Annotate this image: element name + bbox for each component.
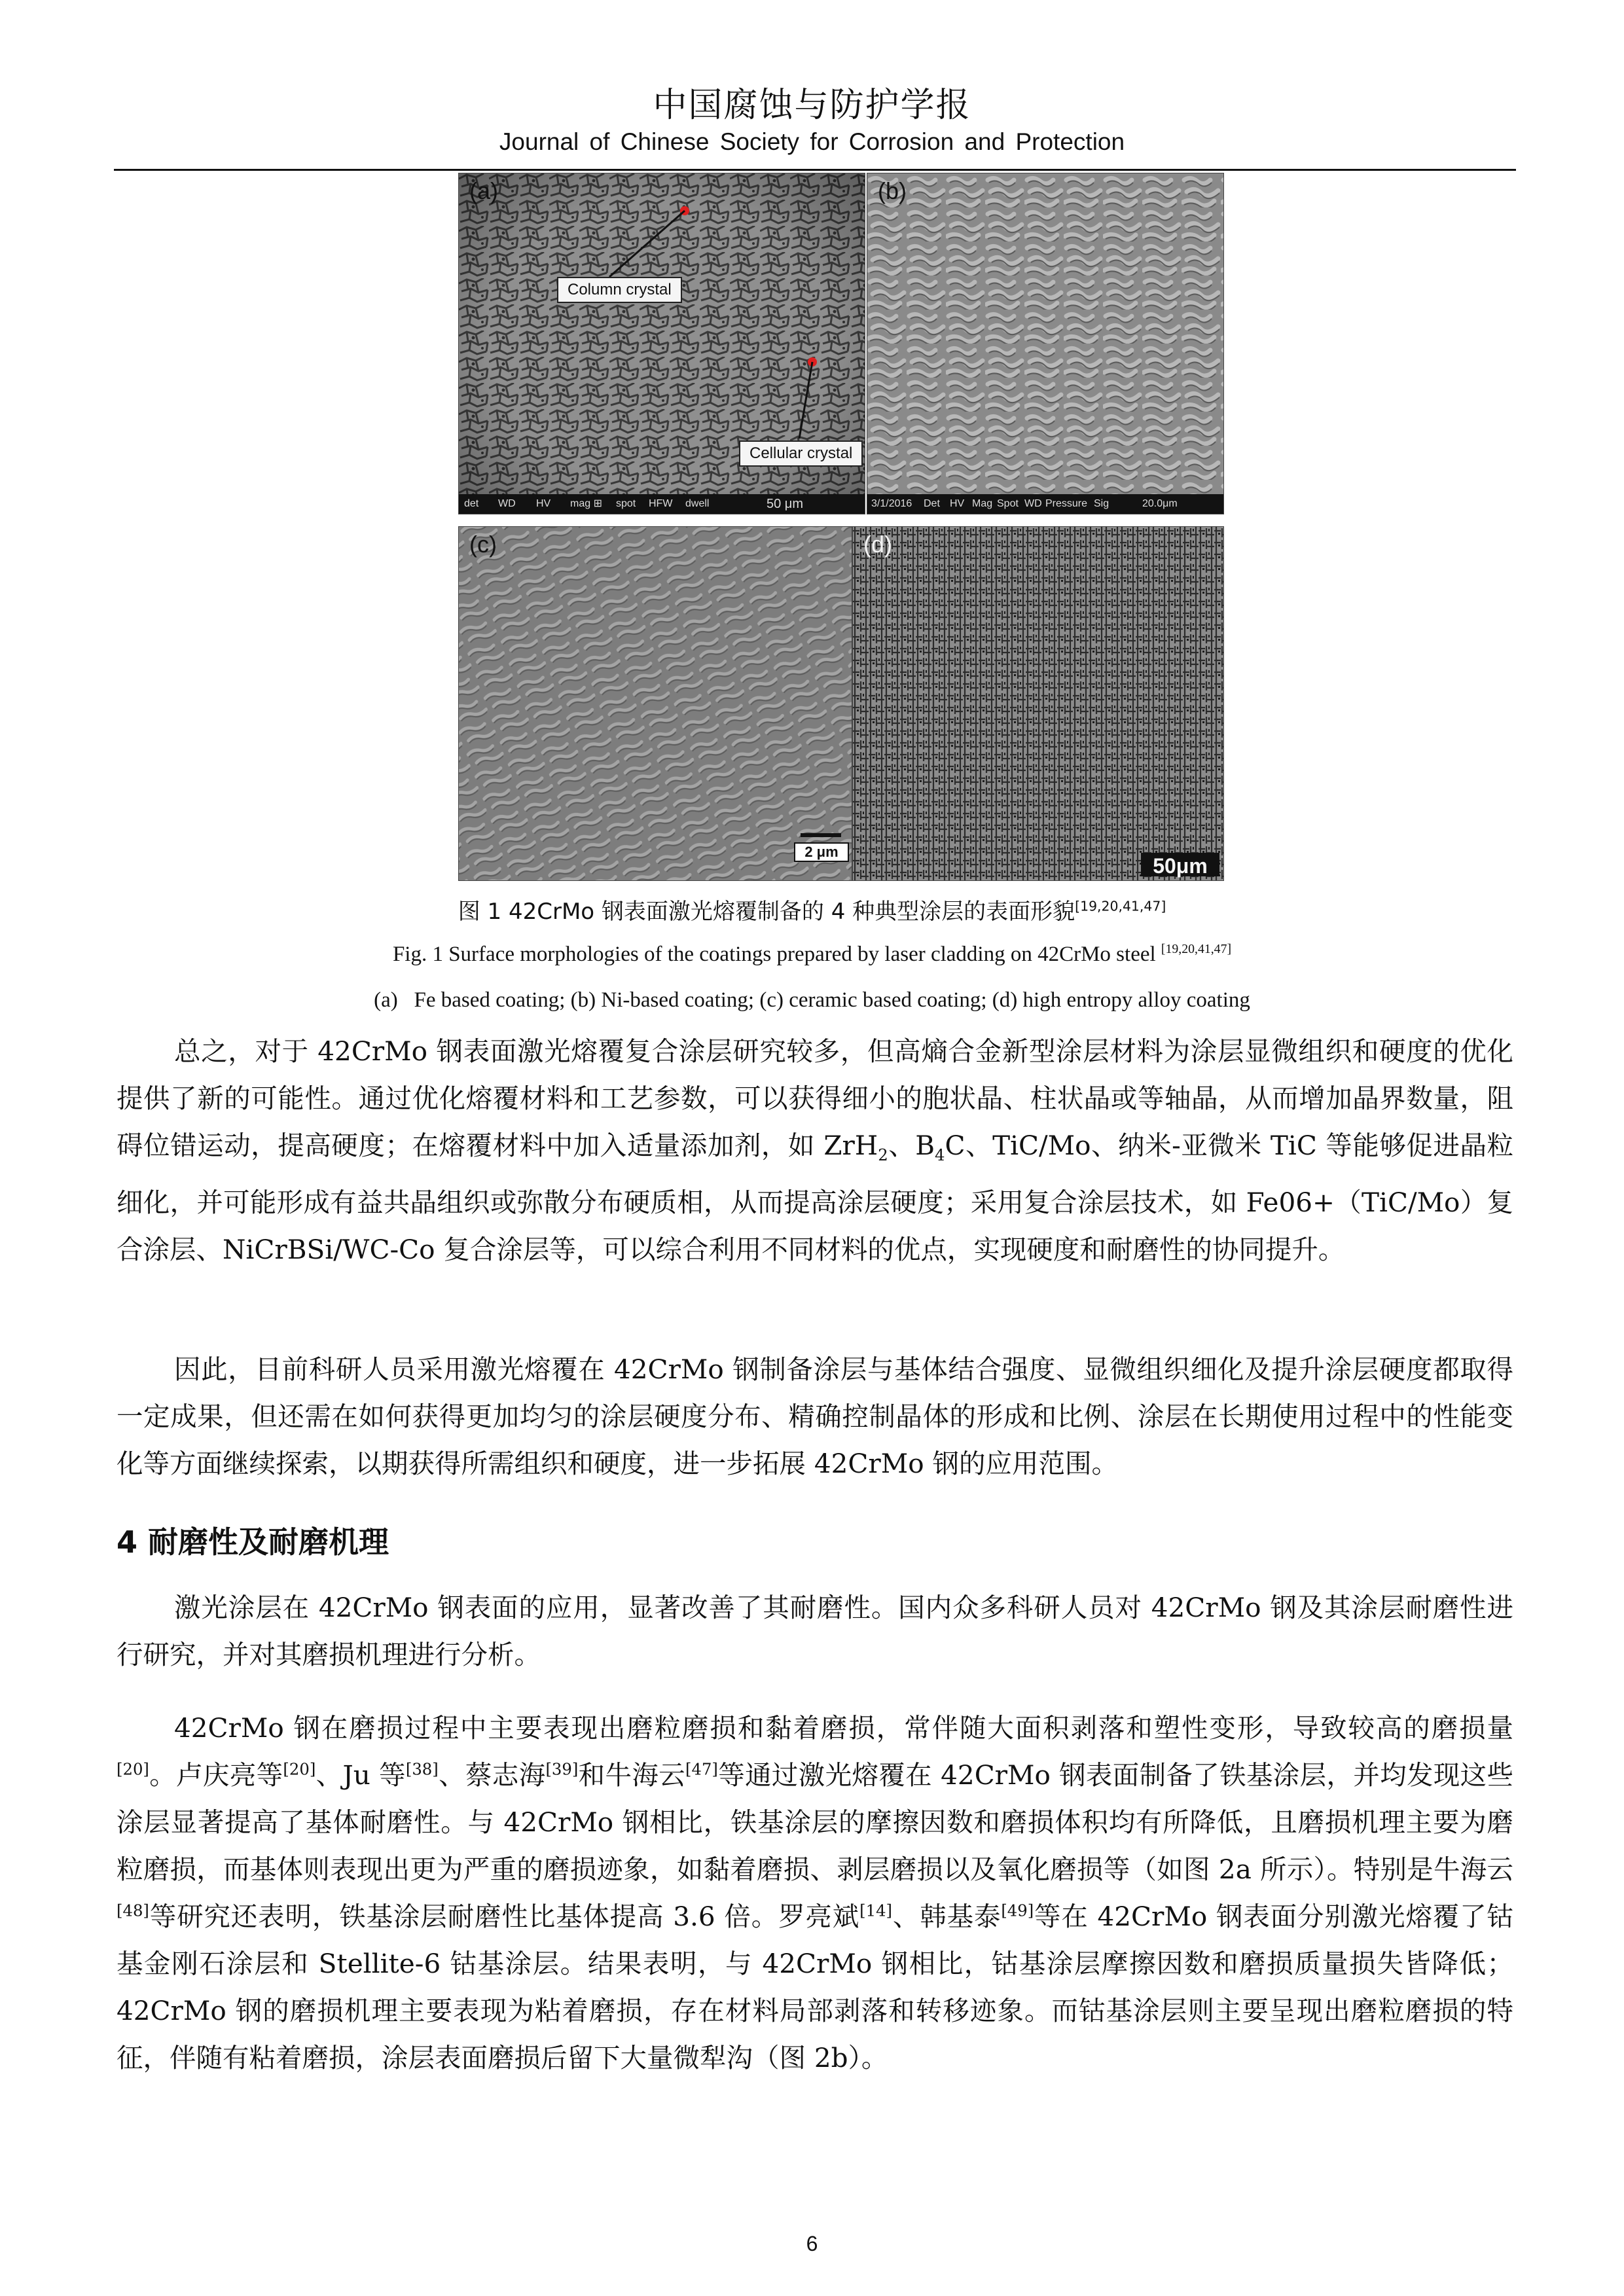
panel-a-label: (a) — [469, 177, 498, 204]
infobar-field: det — [464, 498, 479, 509]
citation: [48] — [117, 1901, 149, 1920]
text-run: 、韩基泰 — [892, 1901, 1001, 1932]
caption-en-refs: [19,20,41,47] — [1161, 942, 1232, 956]
text-run: 等通过激光熔覆在 42CrMo 钢表面制备了铁基涂层，并均发现这些涂层显著提高了基体耐磨性。与 42CrMo 钢相比，铁基涂层的摩擦因数和磨损体积均有所降低，且磨损机理主要为磨粒磨损，而基体则表现出更为严重的磨损迹象，如黏着磨损、剥层磨损以及氧化磨损等（如图 2a 所示）。特别是牛海云 — [117, 1759, 1513, 1885]
citation: [38] — [405, 1759, 439, 1779]
scale-bar-label: 50 μm — [767, 497, 803, 511]
citation: [39] — [545, 1759, 579, 1779]
figure-1 — [458, 173, 1224, 880]
panel-a — [458, 173, 865, 514]
infobar-field: WD — [1024, 498, 1042, 509]
infobar-field: Sig — [1094, 498, 1110, 509]
text-run: 等研究还表明，铁基涂层耐磨性比基体提高 3.6 倍。罗亮斌 — [149, 1901, 860, 1932]
text-run: 、蔡志海 — [438, 1759, 546, 1791]
infobar-field: HV — [536, 498, 551, 509]
panel-a-infobar — [459, 494, 865, 514]
panel-b-infobar — [867, 494, 1223, 514]
citation: [47] — [685, 1759, 718, 1779]
callout-column-crystal: Column crystal — [557, 277, 682, 303]
infobar-field: HFW — [649, 498, 673, 509]
panel-c-label: (c) — [469, 531, 497, 558]
paragraph-3: 激光涂层在 42CrMo 钢表面的应用，显著改善了其耐磨性。国内众多科研人员对 42CrMo 钢及其涂层耐磨性进行研究，并对其磨损机理进行分析。 — [117, 1592, 1513, 1670]
caption-zh-text: 图 1 42CrMo 钢表面激光熔覆制备的 4 种典型 — [458, 899, 920, 925]
infobar-field: spot — [616, 498, 636, 509]
journal-title-zh: 中国腐蚀与防护学报 — [653, 86, 971, 125]
text-run: C、TiC/Mo、纳米-亚微米 TiC 等能够促进晶粒细化，并可能形成有益共晶组织或弥散分布硬质相，从而提高涂层硬度；采用复合涂层技术，如 Fe06+（TiC/Mo）复合涂层、NiCrBSi/WC-Co 复合涂层等，可以综合利用不同材料的优点，实现硬度和耐磨性的协同提升。 — [117, 1130, 1514, 1266]
panel-d — [852, 526, 1224, 881]
paragraph-4 — [117, 1704, 1513, 2081]
subscript: 4 — [935, 1145, 945, 1165]
panel-b — [867, 173, 1224, 514]
figure-caption-en — [0, 942, 1624, 967]
infobar-field: dwell — [685, 498, 710, 509]
caption-en-text: Fig. 1 Surface morphologies of the coatings prepared by laser cladding on 42CrMo steel — [392, 942, 1156, 966]
infobar-field: 3/1/2016 — [871, 498, 912, 509]
paragraph-2: 因此，目前科研人员采用激光熔覆在 42CrMo 钢制备涂层与基体结合强度、显微组织细化及提升涂层硬度都取得一定成果，但还需在如何获得更加均匀的涂层硬度分布、精确控制晶体的形成和比例、涂层在长期使用过程中的性能变化等方面继续探索，以期获得所需组织和硬度，进一步拓展 42CrMo 钢的应用范围。 — [117, 1354, 1513, 1479]
panel-d-micrograph — [853, 527, 1223, 880]
caption-zh-text-2: 涂层的表面形貌 — [919, 899, 1075, 925]
callout-cellular-crystal: Cellular crystal — [739, 440, 863, 467]
infobar-field: Mag — [972, 498, 993, 509]
infobar-field: Pressure — [1045, 498, 1088, 509]
scale-bar-d: 50μm — [1153, 854, 1208, 878]
infobar-field: mag ⊞ — [570, 498, 602, 509]
scale-bar-c: 2 μm — [794, 842, 849, 862]
citation: [20] — [117, 1759, 149, 1779]
infobar-field: Det — [924, 498, 940, 509]
header-rule — [114, 169, 1516, 171]
panel-d-label: (d) — [863, 531, 892, 558]
text-run: 和牛海云 — [578, 1759, 686, 1791]
infobar-field: Spot — [997, 498, 1019, 509]
section-heading: 4 耐磨性及耐磨机理 — [117, 1524, 389, 1560]
paragraph-1 — [117, 1028, 1513, 1273]
panel-c-micrograph — [459, 527, 852, 880]
page-number: 6 — [806, 2232, 818, 2255]
text-run: 。卢庆亮等 — [149, 1759, 283, 1791]
journal-title-en: Journal of Chinese Society for Corrosion and Protection — [499, 128, 1125, 155]
text-run: 、Ju 等 — [316, 1759, 406, 1791]
text-run: 总之，对于 42CrMo 钢表面激光熔覆复合涂层研究较多，但高熵合金新型涂层材料为涂层显微组织和硬度的优化提供了新的可能性。通过优化熔覆材料和工艺参数，可以获得细小的胞状晶、柱状晶或等轴晶，从而增加晶界数量，阻碍位错运动，提高硬度；在熔覆材料中加入适量添加剂，如 ZrH — [117, 1035, 1513, 1161]
text-run: 、B — [888, 1130, 935, 1161]
subscript: 2 — [878, 1145, 888, 1165]
panel-c — [458, 526, 852, 881]
panel-b-label: (b) — [878, 177, 907, 204]
figure-caption-zh — [0, 893, 1624, 925]
text-run: 等在 42CrMo 钢表面分别激光熔覆了钴基金刚石涂层和 Stellite-6 钴基涂层。结果表明，与 42CrMo 钢相比，钴基涂层摩擦因数和磨损质量损失皆降低；42CrMo 钢的磨损机理主要表现为粘着磨损，存在材料局部剥落和转移迹象。而钴基涂层则主要呈现出磨粒磨损的特征，伴随有粘着磨损，涂层表面磨损后留下大量微犁沟（图 2b）。 — [117, 1901, 1514, 2073]
citation: [20] — [283, 1759, 316, 1779]
figure-caption-subparts: (a) Fe based coating; (b) Ni-based coating; (c) ceramic based coating; (d) high entropy alloy coating — [374, 988, 1250, 1012]
panel-b-micrograph — [867, 173, 1223, 514]
infobar-field: HV — [950, 498, 965, 509]
text-run: 42CrMo 钢在磨损过程中主要表现出磨粒磨损和黏着磨损，常伴随大面积剥落和塑性变形，导致较高的磨损量 — [174, 1712, 1513, 1744]
caption-zh-refs: [19,20,41,47] — [1075, 898, 1166, 914]
infobar-field: WD — [498, 498, 516, 509]
scale-bar-label: 20.0μm — [1142, 498, 1178, 509]
citation: [49] — [1001, 1901, 1034, 1920]
citation: [14] — [859, 1901, 893, 1920]
